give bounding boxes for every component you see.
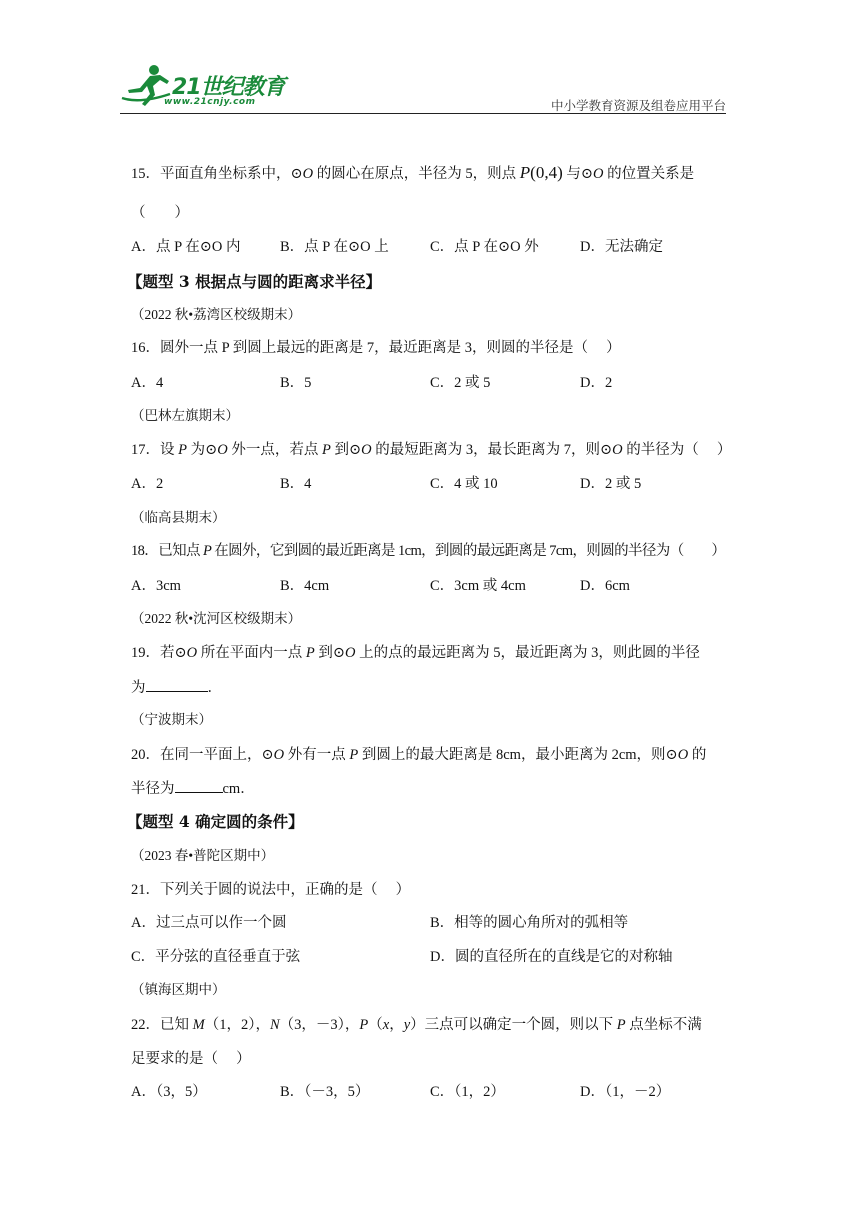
header-divider — [120, 113, 726, 114]
q15-answer-paren: （ ） — [131, 205, 189, 221]
q21-option-b: B．相等的圆心角所对的弧相等 — [430, 915, 629, 931]
q22-option-b: B．（－3，5） — [280, 1084, 370, 1100]
q16-option-c: C．2 或 5 — [430, 375, 491, 391]
section-title-3: 【题型 3 根据点与圆的距离求半径】 — [127, 272, 382, 291]
q16-stem: 16．圆外一点 P 到圆上最远的距离是 7，最近距离是 3，则圆的半径是（ ） — [131, 340, 621, 356]
q15-option-b: B．点 P 在⊙O 上 — [280, 239, 389, 255]
q19-stem: 19．若⊙O 所在平面内一点 P 到⊙O 上的点的最远距离为 5，最近距离为 3，则此圆的半径 — [131, 645, 700, 661]
q15-option-d: D．无法确定 — [580, 239, 663, 255]
q17-option-b: B．4 — [280, 476, 312, 492]
q20-answer-blank[interactable] — [175, 778, 223, 793]
logo-text: 21世纪教育 — [172, 75, 285, 100]
q18-stem: 18．已知点 P 在圆外，它到圆的最近距离是 1cm，到圆的最远距离是 7cm，则圆的半径为（ ） — [131, 543, 726, 559]
q19-source: （2022 秋•沈河区校级期末） — [131, 611, 302, 626]
q18-option-d: D．6cm — [580, 578, 630, 594]
q21-option-d: D．圆的直径所在的直线是它的对称轴 — [430, 949, 673, 965]
q15-option-a: A．点 P 在⊙O 内 — [131, 239, 241, 255]
q18-option-a: A．3cm — [131, 578, 181, 594]
logo — [120, 62, 300, 116]
q21-option-a: A．过三点可以作一个圆 — [131, 915, 287, 931]
logo-url: www.21cnjy.com — [164, 97, 256, 107]
q17-option-a: A．2 — [131, 476, 164, 492]
q20-source: （宁波期末） — [131, 712, 212, 727]
q17-stem: 17．设 P 为⊙O 外一点，若点 P 到⊙O 的最短距离为 3，最长距离为 7，则⊙O 的半径为（ ） — [131, 442, 732, 458]
q17-option-d: D．2 或 5 — [580, 476, 642, 492]
page-header — [120, 62, 726, 116]
q20-line2: 半径为 cm． — [131, 778, 255, 799]
q22-option-c: C．（1，2） — [430, 1084, 505, 1100]
q19-line2: 为 ． — [131, 677, 222, 698]
q22-line2: 足要求的是（ ） — [131, 1051, 251, 1067]
q22-stem: 22．已知 M（1，2），N（3，－3），P（x，y）三点可以确定一个圆，则以下 P 点坐标不满 — [131, 1017, 702, 1033]
q17-source: （巴林左旗期末） — [131, 408, 239, 423]
q19-answer-blank[interactable] — [146, 677, 208, 692]
section-title-4: 【题型 4 确定圆的条件】 — [127, 812, 304, 831]
q16-source: （2022 秋•荔湾区校级期末） — [131, 307, 302, 322]
q20-stem: 20．在同一平面上，⊙O 外有一点 P 到圆上的最大距离是 8cm，最小距离为 2cm，则⊙O 的 — [131, 747, 707, 763]
q16-option-b: B．5 — [280, 375, 312, 391]
q22-source: （镇海区期中） — [131, 982, 226, 997]
q21-source: （2023 春•普陀区期中） — [131, 848, 275, 863]
q22-option-d: D．（1，－2） — [580, 1084, 671, 1100]
q16-option-a: A．4 — [131, 375, 164, 391]
q17-option-c: C．4 或 10 — [430, 476, 498, 492]
q18-option-b: B．4cm — [280, 578, 330, 594]
q18-source: （临高县期末） — [131, 510, 226, 525]
platform-name: 中小学教育资源及组卷应用平台 — [550, 98, 726, 113]
q18-option-c: C．3cm 或 4cm — [430, 578, 526, 594]
q15-option-c: C．点 P 在⊙O 外 — [430, 239, 539, 255]
q21-stem: 21．下列关于圆的说法中，正确的是（ ） — [131, 882, 411, 898]
q16-option-d: D．2 — [580, 375, 613, 391]
q22-option-a: A．（3，5） — [131, 1084, 207, 1100]
q15-stem: 15．平面直角坐标系中，⊙O 的圆心在原点，半径为 5，则点 P(0,4) 与⊙O 的位置关系是 — [131, 163, 695, 182]
q21-option-c: C．平分弦的直径垂直于弦 — [131, 949, 301, 965]
